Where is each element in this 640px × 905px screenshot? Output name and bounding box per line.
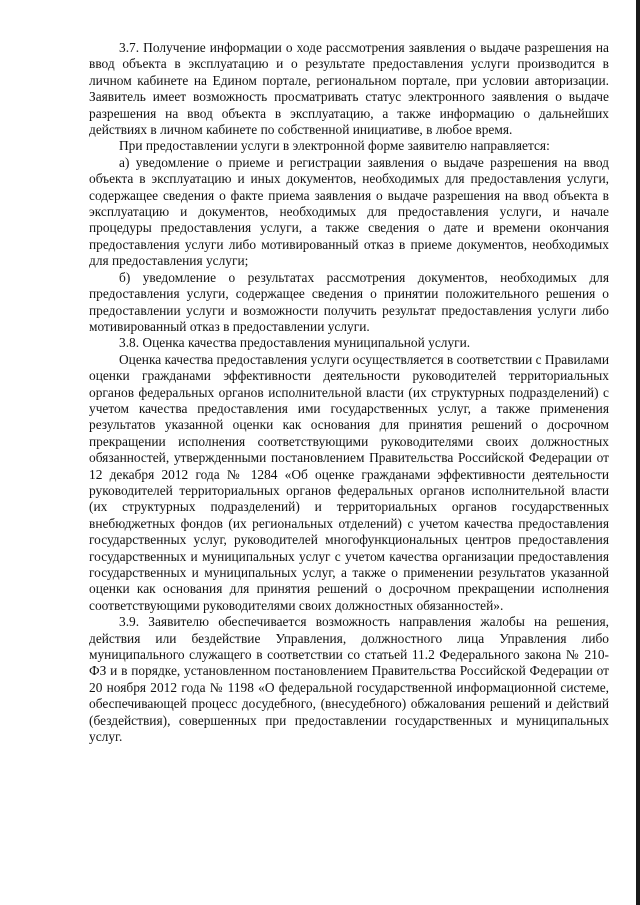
paragraph-electronic-notice-intro: При предоставлении услуги в электронной форме заявителю направляется: (119, 138, 550, 154)
scan-edge-border (636, 0, 640, 905)
paragraph-3-7: 3.7. Получение информации о ходе рассмотрения заявления о выдаче разрешения на ввод объекта в эксплуатацию и о результате предоставления услуги производится в личном кабинете на Едином портале, региональном портале, при условии авторизации. Заявитель имеет возможность просматривать статус электронного заявления о выдаче разрешения на ввод объекта в эксплуатацию, а также информацию о дальнейших действиях в личном кабинете по собственной инициативе, в любое время. (89, 40, 609, 138)
paragraph-3-8-heading: 3.8. Оценка качества предоставления муниципальной услуги. (119, 335, 471, 351)
paragraph-3-9: 3.9. Заявителю обеспечивается возможность направления жалобы на решения, действия или бездействие Управления, должностного лица Управления либо муниципального служащего в соответствии со статьей 11.2 Федерального закона № 210-ФЗ и в порядке, установленном постановлением Правительства Российской Федерации от 20 ноября 2012 года № 1198 «О федеральной государственной информационной системе, обеспечивающей процесс досудебного, (внесудебного) обжалования решений и действий (бездействия), совершенных при предоставлении государственных и муниципальных услуг. (89, 614, 609, 745)
document-page (89, 40, 609, 745)
paragraph-quality-assessment: Оценка качества предоставления услуги осуществляется в соответствии с Правилами оценки гражданами эффективности деятельности руководителей территориальных органов федеральных органов исполнительной власти (их структурных подразделений) с учетом качества предоставления ими государственных услуг, а также применения результатов указанной оценки как основания для принятия решений о досрочном прекращении исполнения соответствующими руководителями своих должностных обязанностей, утвержденными постановлением Правительства Российской Федерации от 12 декабря 2012 года № 1284 «Об оценке гражданами эффективности деятельности руководителей территориальных органов федеральных органов исполнительной власти (их структурных подразделений) и территориальных органов государственных внебюджетных фондов (их региональных отделений) с учетом качества предоставления государственных услуг, руководителей многофункциональных центров предоставления государственных и муниципальных услуг с учетом качества организации предоставления государственных и муниципальных услуг, а также о применении результатов указанной оценки как основания для принятия решений о досрочном прекращении исполнения соответствующими руководителями своих должностных обязанностей». (89, 351, 609, 613)
paragraph-item-a: а) уведомление о приеме и регистрации заявления о выдаче разрешения на ввод объекта в эксплуатацию и иных документов, необходимых для предоставления услуги, содержащее сведения о факте приема заявления о выдаче разрешения на ввод объекта в эксплуатацию и документов, необходимых для предоставления услуги, и начале процедуры предоставления услуги, а также сведения о дате и времени окончания предоставления услуги либо мотивированный отказ в приеме документов, необходимых для предоставления услуги; (89, 154, 609, 269)
paragraph-item-b: б) уведомление о результатах рассмотрения документов, необходимых для предоставления услуги, содержащее сведения о принятии положительного решения о предоставлении услуги и возможности получить результат предоставления услуги либо мотивированный отказ в предоставлении услуги. (89, 269, 609, 334)
